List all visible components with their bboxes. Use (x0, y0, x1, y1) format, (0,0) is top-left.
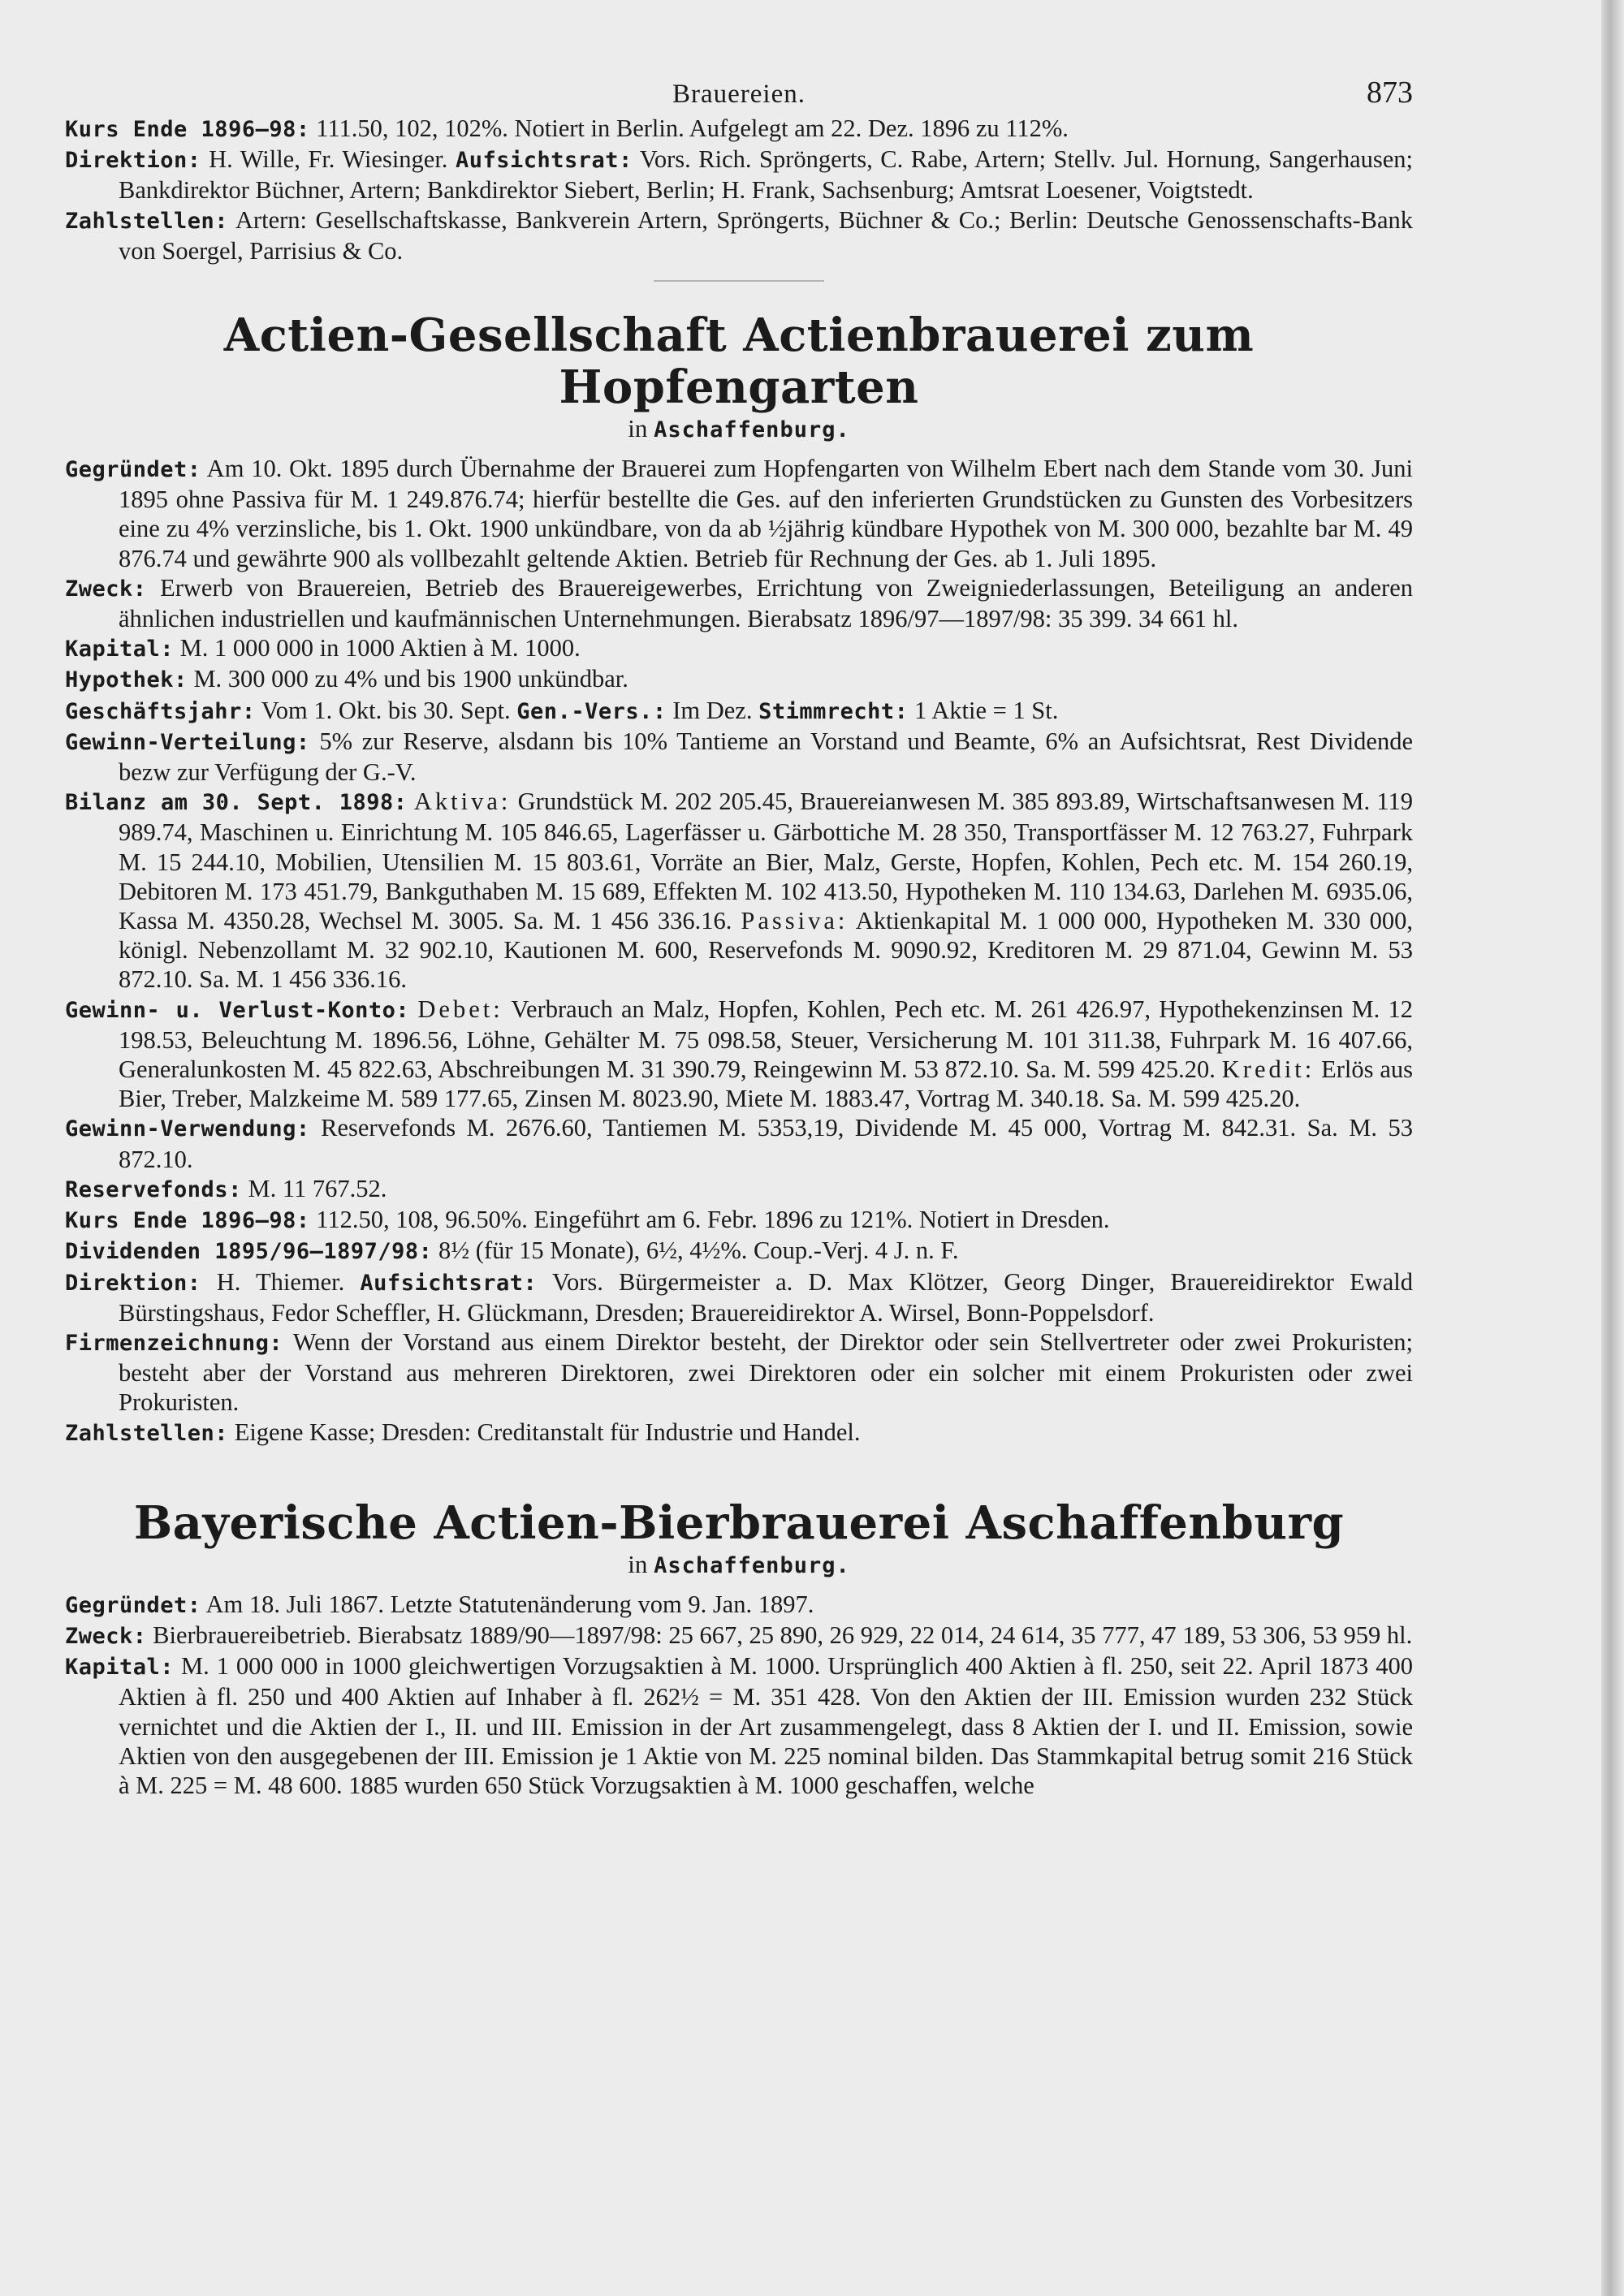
scanned-page-edge (1601, 0, 1624, 2296)
entry-kurs: Kurs Ende 1896—98: 111.50, 102, 102%. Notiert in Berlin. Aufgelegt am 22. Dez. 1896 zu 112%. (65, 114, 1069, 142)
entry-zahlstellen: Zahlstellen: Eigene Kasse; Dresden: Creditanstalt für Industrie und Handel. (65, 1418, 861, 1446)
company-entries (65, 454, 1413, 1448)
running-header (65, 65, 1413, 114)
entry-dividenden: Dividenden 1895/96—1897/98: 8½ (für 15 Monate), 6½, 4½%. Coup.-Verj. 4 J. n. F. (65, 1236, 959, 1265)
entry-zahlstellen: Zahlstellen: Artern: Gesellschaftskasse, Bankverein Artern, Spröngerts, Büchner & Co.; Berlin: Deutsche Genossenschafts-Bank von Soergel, Parrisius & Co. (65, 205, 1413, 265)
entry-kapital: Kapital: M. 1 000 000 in 1000 gleichwertigen Vorzugsaktien à M. 1000. Ursprünglich 400 Aktien à fl. 250, seit 22. April 1873 400 Aktien à fl. 250 und 400 Aktien auf Inhaber à fl. 262½ = M. 351 428. Von den Aktien der III. Emission wurden 232 Stück vernichtet und die Aktien der I., II. und III. Emission in der Art zusammengelegt, dass 8 Aktien der I. und II. Emission, sowie Aktien von den ausgegebenen der III. Emission je 1 Aktie von M. 225 nominal bilden. Das Stammkapital betrug somit 216 Stück à M. 225 = M. 48 600. 1885 wurden 650 Stück Vorzugsaktien à M. 1000 geschaffen, welche (65, 1652, 1414, 1799)
company-title: Bayerische Actien-Bierbrauerei Aschaffenburg (133, 1495, 1345, 1550)
entry-geschaeftsjahr: Geschäftsjahr: Vom 1. Okt. bis 30. Sept. Gen.-Vers.: Im Dez. Stimmrecht: 1 Aktie = 1 St. (65, 696, 1059, 724)
entry-gewinn-verlust-konto: Gewinn- u. Verlust-Konto: Debet: Verbrauch an Malz, Hopfen, Kohlen, Pech etc. M. 261 426.97, Hypothekenzinsen M. 12 198.53, Beleuchtung M. 1896.56, Löhne, Gehälter M. 75 098.58, Steuer, Versicherung M. 101 311.38, Fuhrpark M. 16 407.66, Generalunkosten M. 45 822.63, Abschreibungen M. 31 390.79, Reingewinn M. 53 872.10. Sa. M. 599 425.20. Kredit: Erlös aus Bier, Treber, Malzkeime M. 589 177.65, Zinsen M. 8023.90, Miete M. 1883.47, Vortrag M. 340.18. Sa. M. 599 425.20. (65, 995, 1414, 1113)
entry-firmenzeichnung: Firmenzeichnung: Wenn der Vorstand aus einem Direktor besteht, der Direktor oder sein Stellvertreter oder zwei Prokuristen; besteht aber der Vorstand aus mehreren Direktoren, zwei Direktoren oder ein solcher mit einem Prokuristen oder zwei Prokuristen. (65, 1327, 1413, 1417)
company-entries (65, 1590, 1413, 1800)
section-divider (654, 280, 824, 282)
entry-reservefonds: Reservefonds: M. 11 767.52. (65, 1174, 387, 1202)
entry-direktion: Direktion: H. Wille, Fr. Wiesinger. Aufsichtsrat: Vors. Rich. Spröngerts, C. Rabe, Artern; Stellv. Jul. Hornung, Sangerhausen; Bankdirektor Büchner, Artern; Bankdirektor Siebert, Berlin; H. Frank, Sachsenburg; Amtsrat Loesener, Voigtstedt. (65, 145, 1413, 205)
entry-gegruendet: Gegründet: Am 18. Juli 1867. Letzte Statutenänderung vom 9. Jan. 1897. (65, 1590, 814, 1618)
entry-gewinn-verteilung: Gewinn-Verteilung: 5% zur Reserve, alsdann bis 10% Tantieme an Vorstand und Beamte, 6% an Aufsichtsrat, Rest Dividende bezw zur Verfügung der G.-V. (65, 727, 1413, 787)
entry-kurs: Kurs Ende 1896—98: 112.50, 108, 96.50%. Eingeführt am 6. Febr. 1896 zu 121%. Notiert in Dresden. (65, 1206, 1110, 1234)
company-location: in Aschaffenburg. (628, 414, 850, 443)
entry-zweck: Zweck: Erwerb von Brauereien, Betrieb des Brauereigewerbes, Errichtung von Zweigniederlassungen, Beteiligung an anderen ähnlichen industriellen und kaufmännischen Unternehmungen. Bierabsatz 1896/97—1897/98: 35 399. 34 661 hl. (65, 573, 1413, 633)
entry-kapital: Kapital: M. 1 000 000 in 1000 Aktien à M. 1000. (65, 634, 581, 662)
entry-bilanz: Bilanz am 30. Sept. 1898: Aktiva: Grundstück M. 202 205.45, Brauereianwesen M. 385 893.89, Wirtschaftsanwesen M. 119 989.74, Maschinen u. Einrichtung M. 105 846.65, Lagerfässer u. Gärbottiche M. 28 350, Transportfässer M. 12 763.27, Fuhrpark M. 15 244.10, Mobilien, Utensilien M. 15 803.61, Vorräte an Bier, Malz, Gerste, Hopfen, Kohlen, Pech etc. M. 154 260.19, Debitoren M. 173 451.79, Bankguthaben M. 15 689, Effekten M. 102 413.50, Hypotheken M. 110 134.63, Darlehen M. 6935.06, Kassa M. 4350.28, Wechsel M. 3005. Sa. M. 1 456 336.16. Passiva: Aktienkapital M. 1 000 000, Hypotheken M. 330 000, königl. Nebenzollamt M. 32 902.10, Kautionen M. 600, Reservefonds M. 9090.92, Kreditoren M. 29 871.04, Gewinn M. 53 872.10. Sa. M. 1 456 336.16. (65, 788, 1414, 994)
previous-company-tail (65, 114, 1413, 265)
entry-zweck: Zweck: Bierbrauereibetrieb. Bierabsatz 1889/90—1897/98: 25 667, 25 890, 26 929, 22 014, 24 614, 35 777, 47 189, 53 306, 53 959 hl. (65, 1621, 1413, 1649)
entry-direktion: Direktion: H. Thiemer. Aufsichtsrat: Vors. Bürgermeister a. D. Max Klötzer, Georg Dinger, Brauereidirektor Ewald Bürstingshaus, Fedor Scheffler, H. Glückmann, Dresden; Brauereidirektor A. Wirsel, Bonn-Poppelsdorf. (65, 1267, 1414, 1327)
company-title: Actien-Gesellschaft Actienbrauerei zum Hopfengarten (223, 309, 1255, 415)
company-location: in Aschaffenburg. (628, 1549, 850, 1578)
entry-gegruendet: Gegründet: Am 10. Okt. 1895 durch Übernahme der Brauerei zum Hopfengarten von Wilhelm Ebert nach dem Stande vom 30. Juni 1895 ohne Passiva für M. 1 249.876.74; hierfür bestellte die Ges. auf den inferierten Grundstücken zu Gunsten des Vorbesitzers eine zu 4% verzinsliche, bis 1. Okt. 1900 unkündbare, von da ab ½jährig kündbare Hypothek von M. 300 000, bezahlte bar M. 49 876.74 und gewährte 900 als vollbezahlt geltende Aktien. Betrieb für Rechnung der Ges. ab 1. Juli 1895. (65, 455, 1413, 572)
entry-hypothek: Hypothek: M. 300 000 zu 4% und bis 1900 unkündbar. (65, 665, 628, 693)
running-title: Brauereien. (672, 80, 806, 109)
entry-gewinn-verwendung: Gewinn-Verwendung: Reservefonds M. 2676.60, Tantiemen M. 5353,19, Dividende M. 45 000, Vortrag M. 842.31. Sa. M. 53 872.10. (65, 1114, 1413, 1173)
page-number: 873 (1367, 76, 1413, 110)
document-page (65, 65, 1413, 1800)
